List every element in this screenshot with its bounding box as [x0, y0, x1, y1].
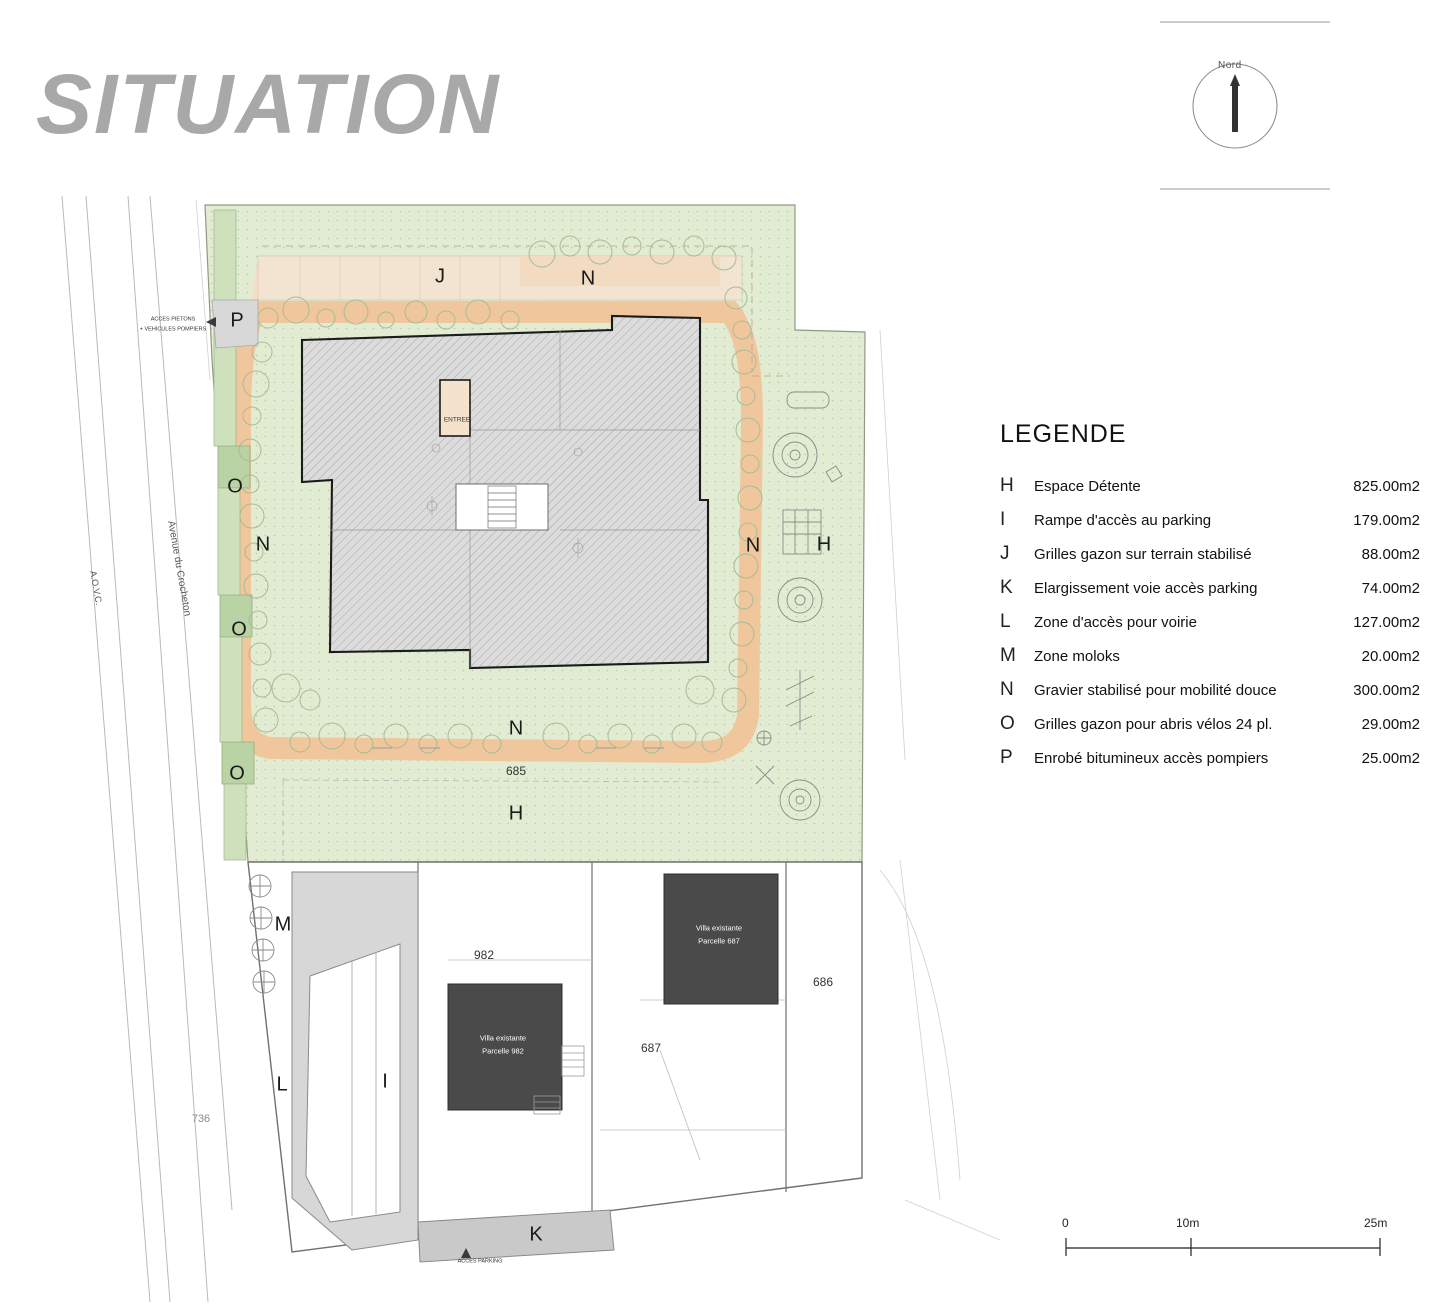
map-letter-k: K: [529, 1223, 543, 1246]
legend-label-k: Elargissement voie accès parking: [1034, 580, 1258, 597]
legend-label-n: Gravier stabilisé pour mobilité douce: [1034, 682, 1277, 699]
map-letter-i: I: [382, 1070, 388, 1093]
legend-area-n: 300.00m2: [1353, 682, 1420, 699]
legend-row-l: [1000, 611, 1420, 633]
parcel-number-685: 685: [505, 764, 527, 778]
legend-label-l: Zone d'accès pour voirie: [1034, 614, 1197, 631]
legend-key-j: J: [1000, 543, 1010, 564]
annotation-acces-pietons: ACCES PIETONS: [150, 316, 196, 323]
villa-982-label-line1: Villa existante: [479, 1033, 527, 1043]
legend-row-k: [1000, 577, 1420, 599]
map-letter-h-south: H: [508, 802, 524, 825]
legend-label-m: Zone moloks: [1034, 648, 1120, 665]
scale-tick-10: 10m: [1176, 1216, 1200, 1230]
scale-tick-25: 25m: [1364, 1216, 1388, 1230]
map-letter-l: L: [276, 1073, 288, 1096]
legend-area-i: 179.00m2: [1353, 512, 1420, 529]
legend-key-m: M: [1000, 645, 1016, 666]
map-letter-p: P: [230, 309, 244, 332]
map-letter-m: M: [274, 913, 292, 936]
legend-row-p: [1000, 747, 1420, 769]
legend-row-o: [1000, 713, 1420, 735]
legend-key-p: P: [1000, 747, 1013, 768]
annotation-acces-parking: ACCES PARKING: [457, 1258, 503, 1265]
scale-bar: [1058, 1216, 1388, 1260]
legend-area-h: 825.00m2: [1353, 478, 1420, 495]
north-label: Nord: [1218, 60, 1242, 71]
legend-heading: LEGENDE: [1000, 420, 1127, 448]
legend-row-i: [1000, 509, 1420, 531]
legend-key-k: K: [1000, 577, 1013, 598]
legend-area-o: 29.00m2: [1361, 716, 1420, 733]
parcel-number-736: 736: [191, 1113, 211, 1125]
legend-label-j: Grilles gazon sur terrain stabilisé: [1034, 546, 1252, 563]
legend-key-l: L: [1000, 611, 1011, 632]
legend-label-h: Espace Détente: [1034, 478, 1141, 495]
map-letter-n-top: N: [580, 267, 596, 290]
legend-key-o: O: [1000, 713, 1015, 734]
map-letter-o-3: O: [229, 762, 245, 785]
parcel-number-982: 982: [473, 948, 495, 962]
legend-area-p: 25.00m2: [1361, 750, 1420, 767]
parcel-number-687: 687: [640, 1041, 662, 1055]
legend-area-l: 127.00m2: [1353, 614, 1420, 631]
street-label-avenue-du-crocheton: Avenue du Crocheton: [165, 520, 193, 618]
legend-label-o: Grilles gazon pour abris vélos 24 pl.: [1034, 716, 1273, 733]
legend-row-m: [1000, 645, 1420, 667]
street-label-aovc: A.O.V.C.: [88, 570, 105, 606]
scale-tick-0: 0: [1062, 1216, 1069, 1230]
annotation-vehicules-pompiers: + VEHICULES POMPIERS: [139, 326, 207, 333]
north-arrow-graphic: [1140, 14, 1330, 196]
legend-row-h: [1000, 475, 1420, 497]
parcel-number-686: 686: [812, 975, 834, 989]
legend-area-j: 88.00m2: [1361, 546, 1420, 563]
legend-key-n: N: [1000, 679, 1014, 700]
scale-bar-graphic: [1058, 1216, 1388, 1260]
map-letter-j-top: J: [435, 265, 445, 288]
map-letter-n-south: N: [508, 717, 524, 740]
legend-label-i: Rampe d'accès au parking: [1034, 512, 1212, 529]
villa-687-label-line1: Villa existante: [695, 923, 743, 933]
legend: [1000, 420, 1420, 781]
legend-label-p: Enrobé bitumineux accès pompiers: [1034, 750, 1269, 767]
legend-key-h: H: [1000, 475, 1014, 496]
legend-area-m: 20.00m2: [1361, 648, 1420, 665]
legend-key-i: I: [1000, 509, 1006, 530]
north-arrow: [1140, 14, 1330, 196]
villa-982-label-line2: Parcelle 982: [482, 1046, 524, 1056]
map-letter-h-east: H: [816, 533, 832, 556]
annotation-entree: ENTREE: [443, 416, 471, 424]
legend-area-k: 74.00m2: [1361, 580, 1420, 597]
legend-row-j: [1000, 543, 1420, 565]
page-title: SITUATION: [36, 57, 501, 151]
legend-row-n: [1000, 679, 1420, 701]
map-letter-o-1: O: [227, 475, 243, 498]
villa-687-label-line2: Parcelle 687: [698, 936, 740, 946]
map-letter-o-2: O: [231, 618, 247, 641]
map-letter-n-west: N: [255, 533, 271, 556]
map-letter-n-east: N: [745, 534, 761, 557]
